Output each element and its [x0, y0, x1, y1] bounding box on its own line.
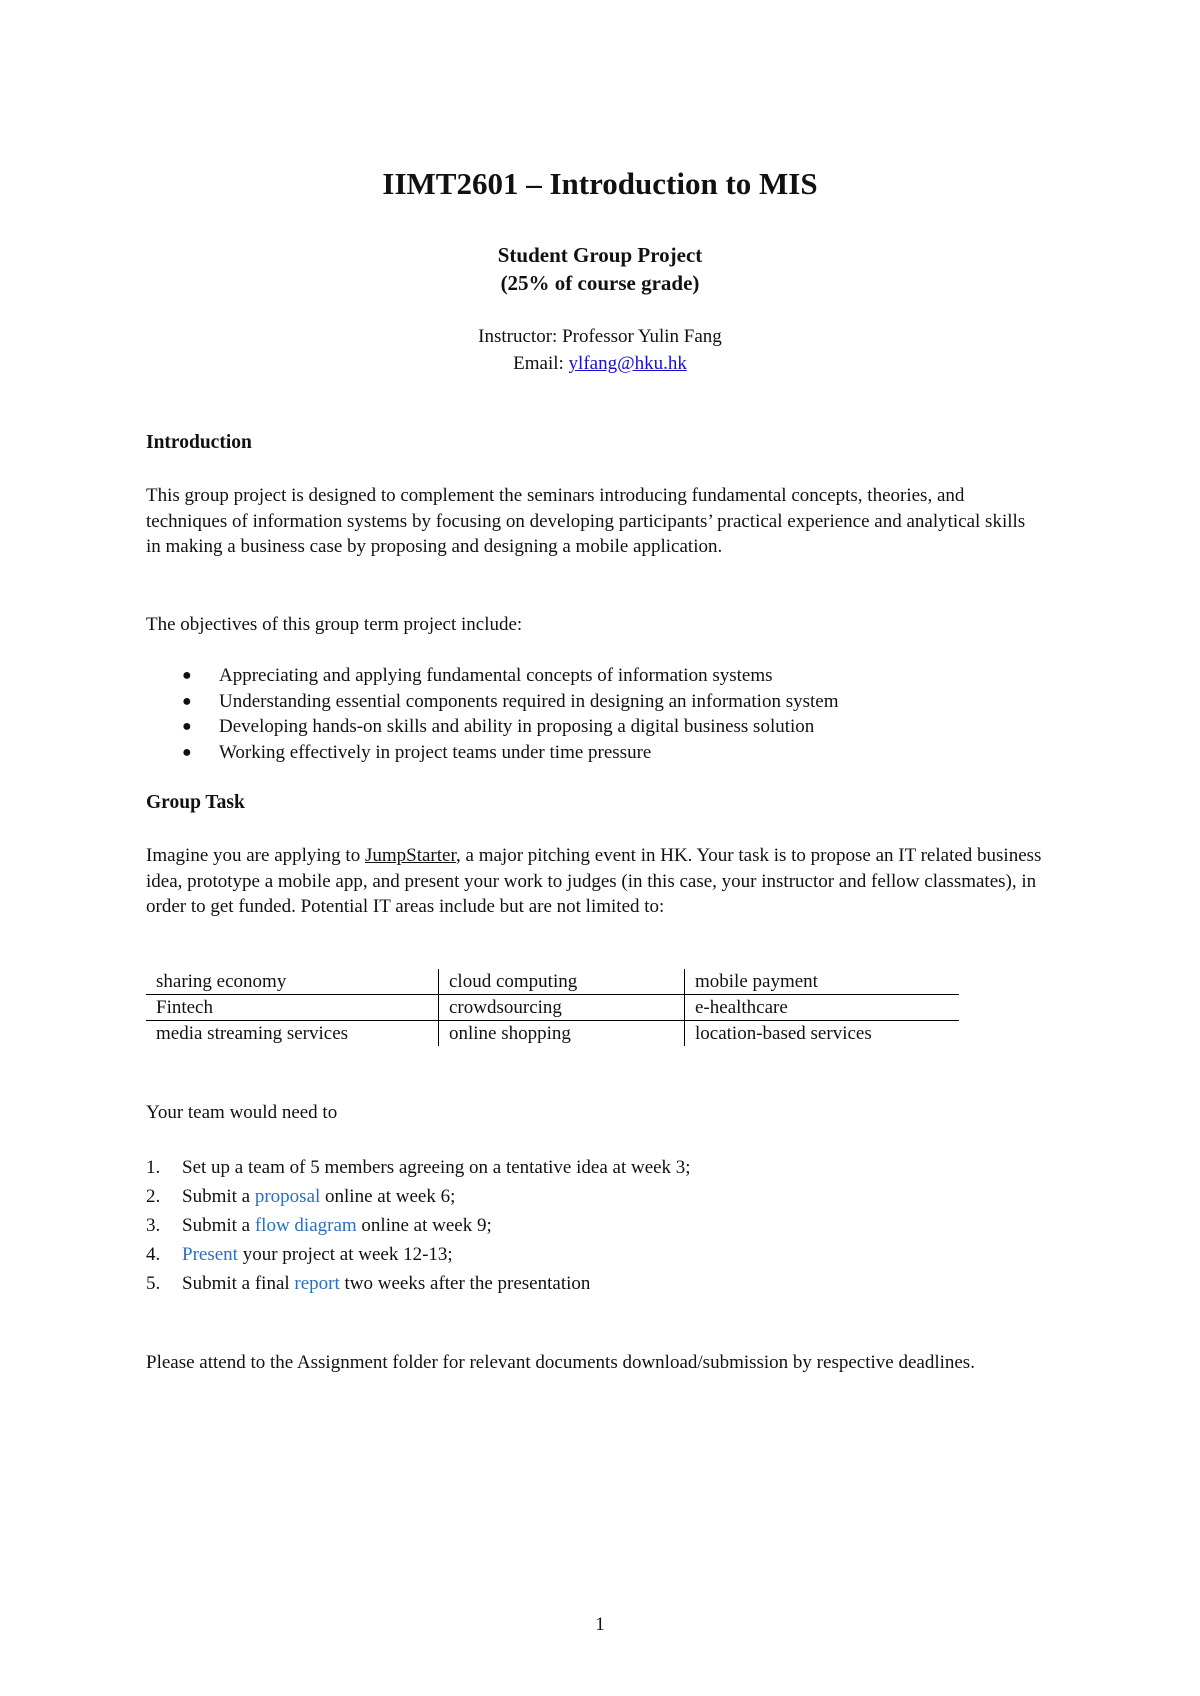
table-cell: crowdsourcing	[439, 995, 685, 1021]
it-areas-table	[146, 969, 959, 1046]
table-row	[146, 995, 959, 1021]
group-task-paragraph: Imagine you are applying to JumpStarter, a major pitching event in HK. Your task is to propose an IT related business idea, prototype a mobile app, and present your work to judges (in this case, your instructor and fellow classmates), in order to get funded. Potential IT areas include but are not limited to:	[146, 845, 1042, 917]
jumpstarter-link[interactable]: JumpStarter	[364, 845, 457, 866]
bullet-icon: ●	[182, 667, 192, 684]
closing-paragraph: Please attend to the Assignment folder for relevant documents download/submission by respective deadlines.	[146, 1352, 975, 1373]
instructor-line: Instructor: Professor Yulin Fang	[478, 326, 722, 347]
introduction-paragraph: This group project is designed to complement the seminars introducing fundamental concepts, theories, and techniques of information systems by focusing on developing participants’ practical experience and analytical skills in making a business case by proposing and designing a mobile application.	[146, 485, 1026, 557]
list-item: 3. Submit a flow diagram online at week 9;	[146, 1215, 492, 1236]
list-item: ● Appreciating and applying fundamental concepts of information systems	[146, 663, 839, 689]
email-link[interactable]: ylfang@hku.hk	[568, 353, 687, 374]
table-cell: e-healthcare	[685, 995, 960, 1021]
bullet-icon: ●	[182, 692, 192, 710]
steps-list	[146, 1153, 691, 1298]
list-item: ● Working effectively in project teams under time pressure	[146, 740, 839, 766]
list-item: 1. Set up a team of 5 members agreeing on a tentative idea at week 3;	[146, 1157, 691, 1178]
list-item: ● Developing hands-on skills and ability in proposing a digital business solution	[146, 714, 839, 740]
bullet-icon: ●	[182, 743, 192, 761]
introduction-heading: Introduction	[146, 432, 252, 453]
present-link[interactable]: Present	[182, 1244, 238, 1265]
list-item: 4. Present your project at week 12-13;	[146, 1244, 453, 1265]
table-cell: sharing economy	[146, 969, 439, 995]
objectives-list	[146, 663, 839, 765]
document-subtitle: Student Group Project	[497, 243, 703, 267]
list-item: 5. Submit a final report two weeks after the presentation	[146, 1273, 591, 1294]
proposal-link[interactable]: proposal	[254, 1186, 321, 1207]
team-needs-intro: Your team would need to	[146, 1102, 338, 1123]
list-item: 2. Submit a proposal online at week 6;	[146, 1186, 456, 1207]
table-cell: mobile payment	[685, 969, 960, 995]
flow-diagram-link[interactable]: flow diagram	[254, 1215, 357, 1236]
grade-weight: (25% of course grade)	[500, 271, 700, 295]
group-task-heading: Group Task	[146, 792, 245, 813]
page-number: 1	[595, 1614, 605, 1635]
table-cell: location-based services	[685, 1021, 960, 1047]
list-item: ● Understanding essential components required in designing an information system	[146, 689, 839, 715]
email-line	[0, 353, 1200, 375]
bullet-icon: ●	[182, 718, 192, 735]
report-link[interactable]: report	[294, 1273, 340, 1294]
table-row	[146, 969, 959, 995]
table-row	[146, 1021, 959, 1047]
table-cell: online shopping	[439, 1021, 685, 1047]
table-cell: cloud computing	[439, 969, 685, 995]
table-cell: Fintech	[146, 995, 439, 1021]
document-title: IIMT2601 – Introduction to MIS	[382, 166, 818, 201]
objectives-intro: The objectives of this group term project include:	[146, 614, 523, 635]
table-cell: media streaming services	[156, 1023, 349, 1044]
email-label: Email:	[513, 353, 569, 374]
